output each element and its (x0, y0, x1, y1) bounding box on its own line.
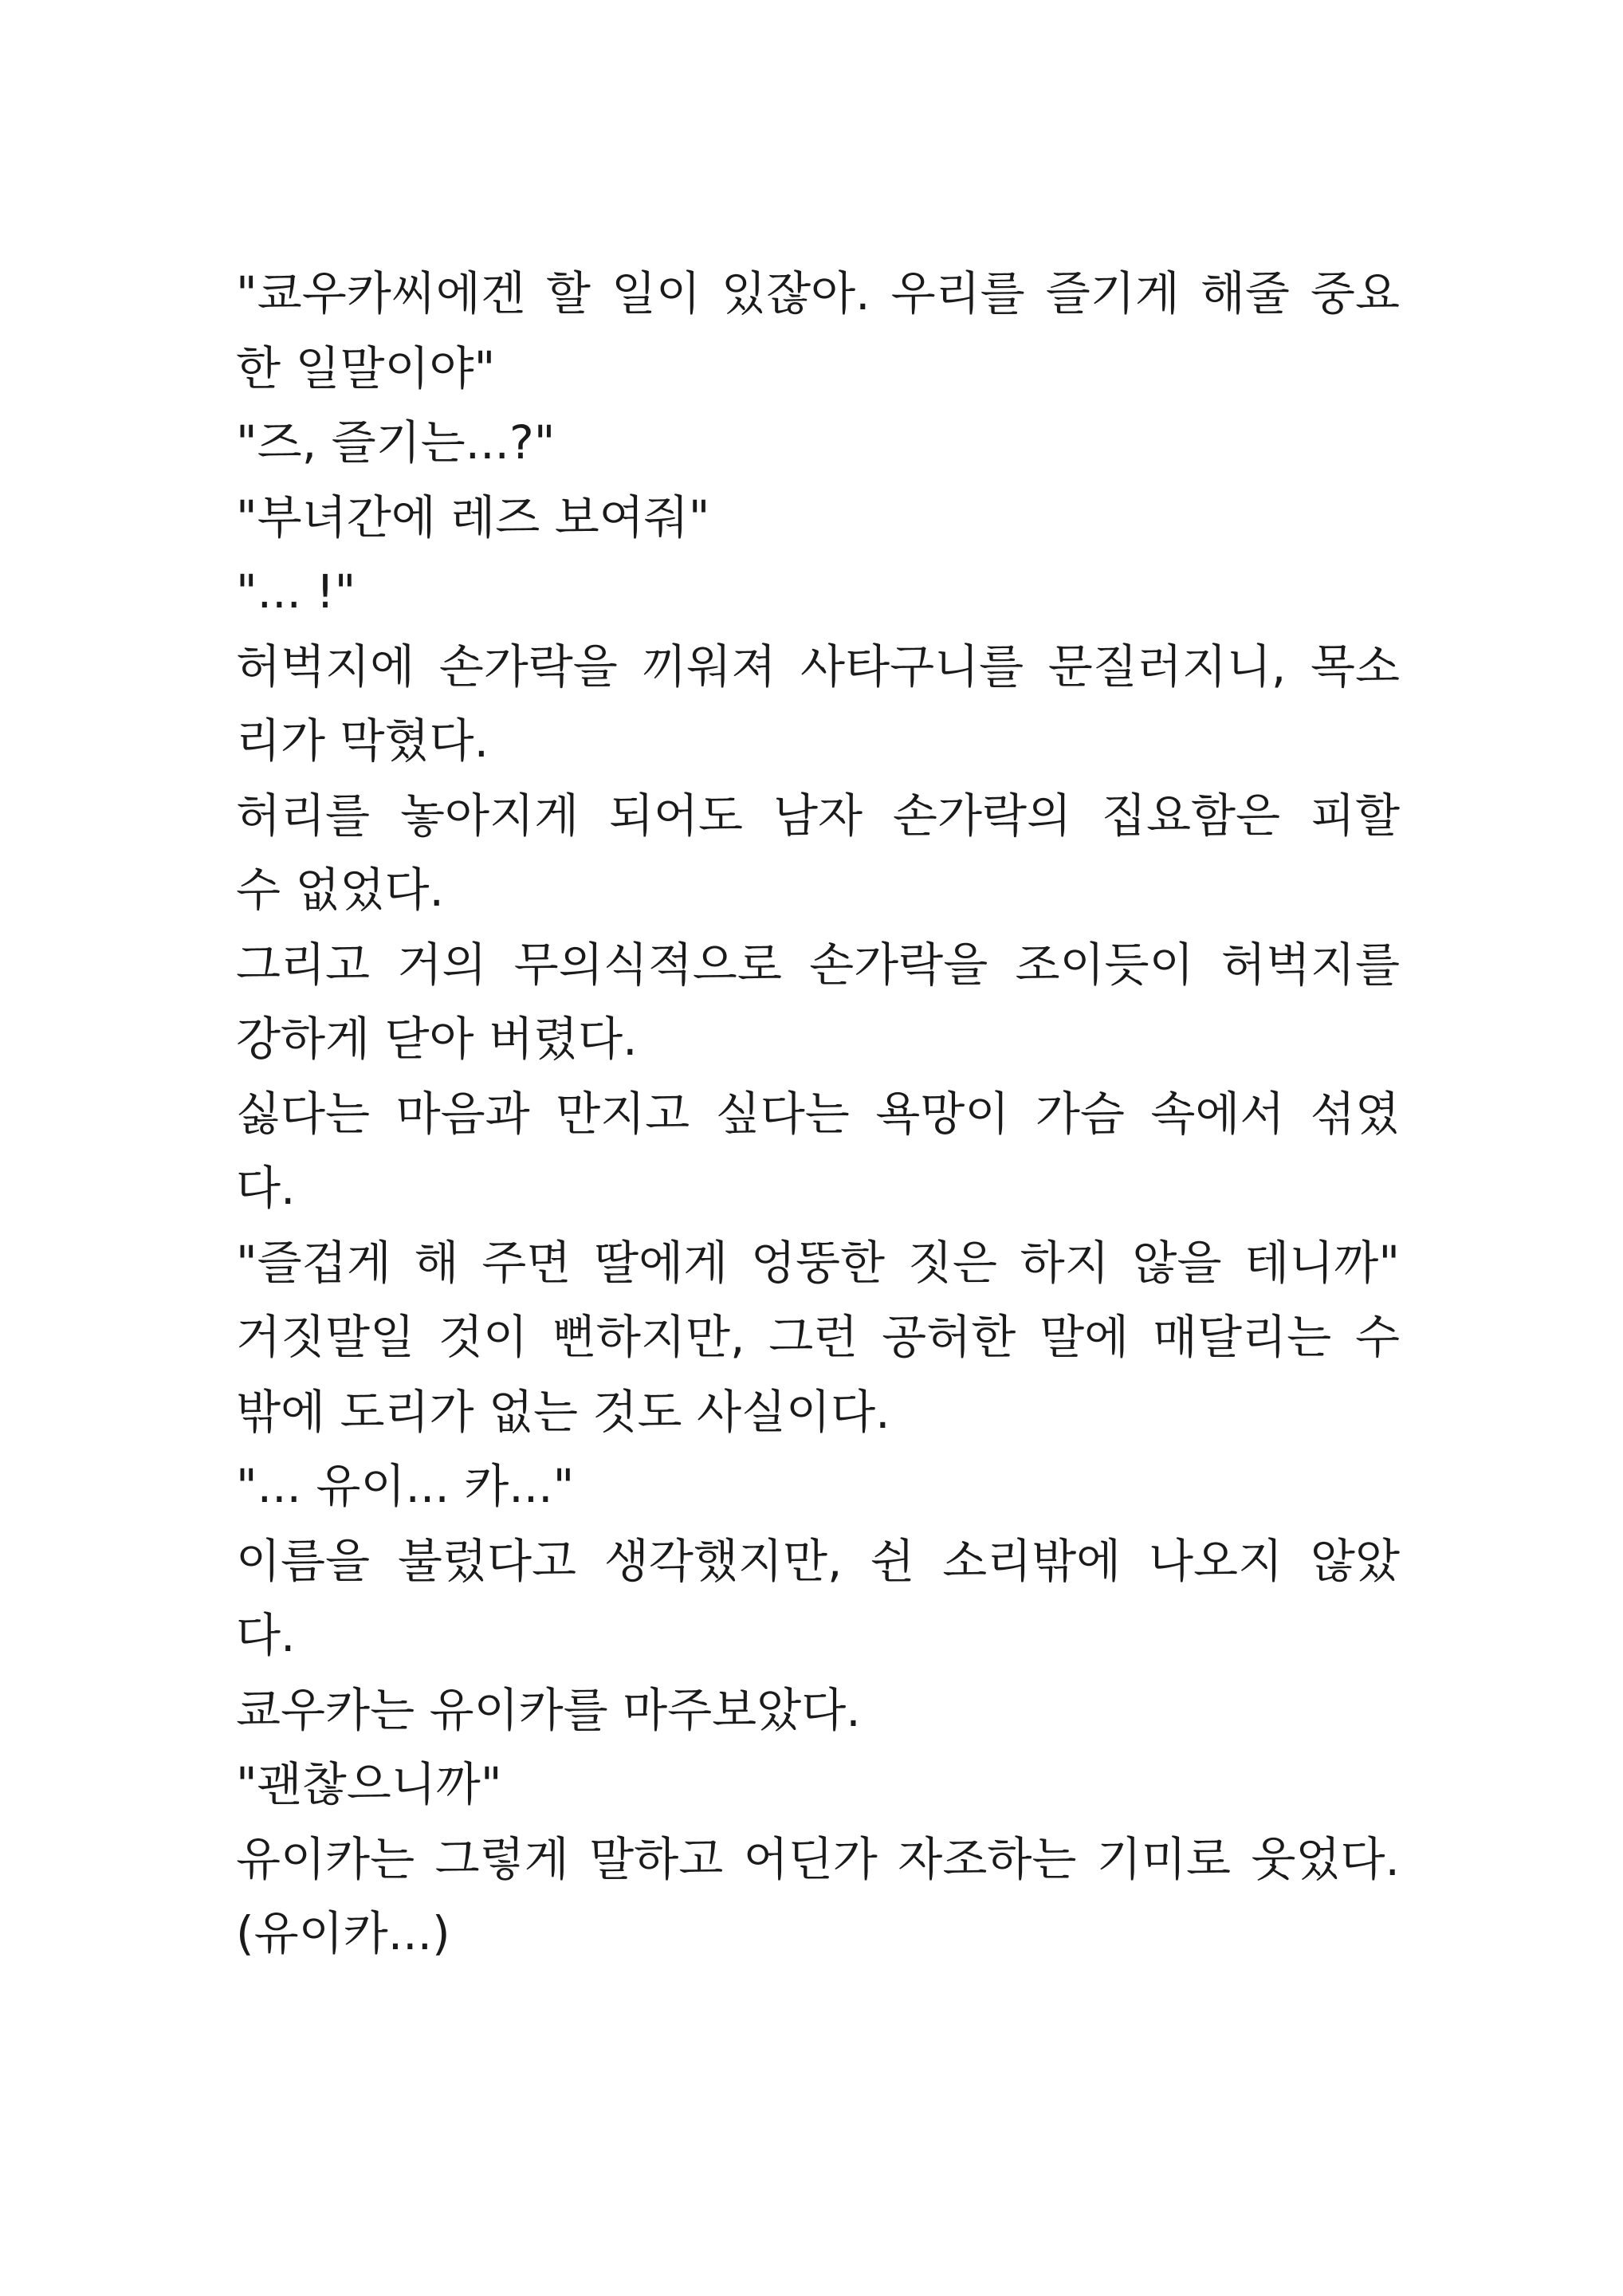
text-line: (유이카...) (236, 1906, 450, 1960)
text-line: "즐겁게 해 주면 딸에게 엉뚱한 짓은 하지 않을 테니까" (236, 1235, 1400, 1290)
text-line: 쿄우카는 유이카를 마주보았다. (236, 1682, 861, 1737)
text-line: 이름을 불렀다고 생각했지만, 쉰 소리밖에 나오지 않았 (236, 1533, 1400, 1588)
text-line: 싫다는 마음과 만지고 싶다는 욕망이 가슴 속에서 섞였 (236, 1086, 1400, 1141)
text-line: "... 유이... 카..." (236, 1459, 575, 1513)
text-line: 유이카는 그렇게 말하고 어딘가 자조하는 기미로 웃었다. (236, 1831, 1400, 1886)
text-line: 거짓말일 것이 뻔하지만, 그런 공허한 말에 매달리는 수 (236, 1310, 1400, 1364)
text-line: 강하게 닫아 버렸다. (236, 1012, 638, 1066)
text-line: 밖에 도리가 없는 것도 사실이다. (236, 1384, 890, 1439)
text-line: 다. (236, 1161, 296, 1215)
text-line: "... !" (236, 564, 356, 619)
text-line: "괜찮으니까" (236, 1757, 502, 1811)
text-line: 한 일말이야" (236, 340, 496, 395)
text-line: 수 없었다. (236, 863, 444, 917)
text-line: 허벅지에 손가락을 끼워져 사타구니를 문질러지니, 목소 (236, 639, 1400, 694)
body-text (236, 257, 1400, 1972)
text-line: "즈, 즐기는...?" (236, 415, 556, 470)
text-line: 허리를 놓아지게 되어도 남자 손가락의 집요함은 피할 (236, 788, 1400, 843)
text-line: 리가 막혔다. (236, 714, 489, 768)
text-line: 그리고 거의 무의식적으로 손가락을 조이듯이 허벅지를 (236, 937, 1400, 992)
text-line: 다. (236, 1608, 296, 1662)
text-line: "부녀간에 레즈 보여줘" (236, 489, 710, 545)
text-line: "쿄우카씨에겐 할 일이 있잖아. 우리를 즐기게 해줄 중요 (236, 266, 1400, 320)
